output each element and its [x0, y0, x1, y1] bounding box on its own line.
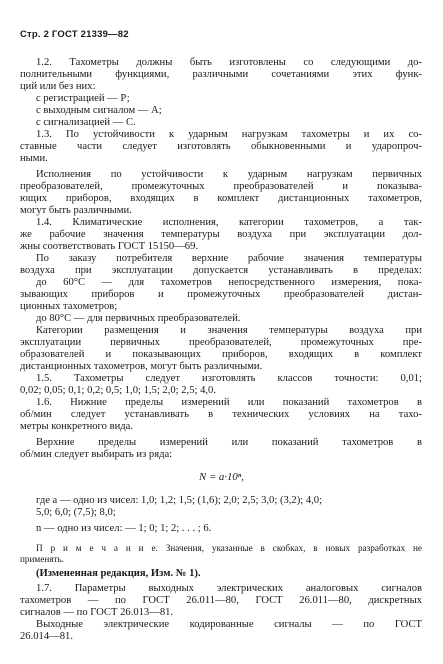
text-line: 1.6. Нижние пределы измерений или показаний тахометров в	[36, 397, 422, 408]
text-line: 1.3. По устойчивости к ударным нагрузкам тахометры и их со-	[36, 129, 422, 140]
text-line: Категории размещения и значения температуры воздуха при	[36, 325, 422, 336]
text-line: преобразователей, промежуточных преобразователей и показыва-	[20, 181, 422, 192]
text-line: 1.4. Климатические исполнения, категории тахометров, а так-	[36, 217, 422, 228]
page-header: Стр. 2 ГОСТ 21339—82	[20, 29, 129, 40]
text-line: 1.5. Тахометры следует изготовлять классов точности: 0,01;	[36, 373, 422, 384]
text-line: сигналов — по ГОСТ 26.013—81.	[20, 607, 174, 618]
text-line: применять.	[20, 554, 64, 564]
text-line: Исполнения по устойчивости к ударным нагрузкам первичных	[36, 169, 422, 180]
text-line: Верхние пределы измерений или показаний тахометров в	[36, 437, 422, 448]
text-line: 0,02; 0,05; 0,1; 0,2; 0,5; 1,0; 1,5; 2,0; 2,5; 4,0.	[20, 385, 216, 396]
text-line: полнительными функциями, различными сочетаниями этих функ-	[20, 69, 422, 80]
text-line: дистанционных тахометров, могут быть различными.	[20, 361, 263, 372]
text-line: где а — одно из чисел: 1,0; 1,2; 1,5; (1,6); 2,0; 2,5; 3,0; (3,2); 4,0;	[36, 495, 323, 506]
text-line: жны соответствовать ГОСТ 15150—69.	[20, 241, 199, 252]
text-line: с сигнализацией — С.	[36, 117, 136, 128]
text-line: ций или без них:	[20, 81, 96, 92]
text-line: 26.014—81.	[20, 631, 73, 642]
text-line: ющих приборов, входящих в комплект дистанционных тахометров,	[20, 193, 422, 204]
text-line: По заказу потребителя верхние рабочие значения температуры	[36, 253, 422, 264]
text-line: об/мин следует устанавливать в технических условиях на тахо-	[20, 409, 422, 420]
formula: N = a·10ⁿ,	[199, 471, 244, 483]
text-line: метры конкретного вида.	[20, 421, 133, 432]
text-line: зывающих приборов и промежуточных преобразователей дистан-	[20, 289, 422, 300]
text-line: 1.7. Параметры выходных электрических аналоговых сигналов	[36, 583, 422, 594]
text-line: образователей и показывающих приборов, входящих в комплект	[20, 349, 422, 360]
text-line: П р и м е ч а н и е. Значения, указанные в скобках, в новых разработках не	[36, 543, 422, 553]
text-line: ционных тахометров;	[20, 301, 118, 312]
text-line: с регистрацией — Р;	[36, 93, 130, 104]
text-line: ными.	[20, 153, 48, 164]
text-line: 1.2. Тахометры должны быть изготовлены со следующими до-	[36, 57, 422, 68]
text-line: до 60°С — для тахометров непосредственного измерения, пока-	[36, 277, 422, 288]
text-line: тахометров — по ГОСТ 26.011—80, ГОСТ 26.011—80, дискретных	[20, 595, 422, 606]
text-line: до 80°С — для первичных преобразователей.	[36, 313, 241, 324]
text-line: Выходные электрические кодированные сигналы — по ГОСТ	[36, 619, 422, 630]
text-line: n — одно из чисел: — 1; 0; 1; 2; . . . ; 6.	[36, 523, 212, 534]
text-line: 5,0; 6,0; (7,5); 8,0;	[36, 507, 116, 518]
text-line: с выходным сигналом — А;	[36, 105, 162, 116]
text-line: же рабочие значения температуры воздуха при эксплуатации дол-	[20, 229, 422, 240]
text-line: воздуха при эксплуатации допускается устанавливать в пределах:	[20, 265, 422, 276]
text-line: об/мин следует выбирать из ряда:	[20, 449, 173, 460]
text-line: ставные части следует изготовлять обыкновенными и ударопроч-	[20, 141, 422, 152]
text-line: эксплуатации первичных преобразователей, промежуточных пре-	[20, 337, 422, 348]
text-line: (Измененная редакция, Изм. № 1).	[36, 568, 201, 579]
text-line: могут быть различными.	[20, 205, 132, 216]
